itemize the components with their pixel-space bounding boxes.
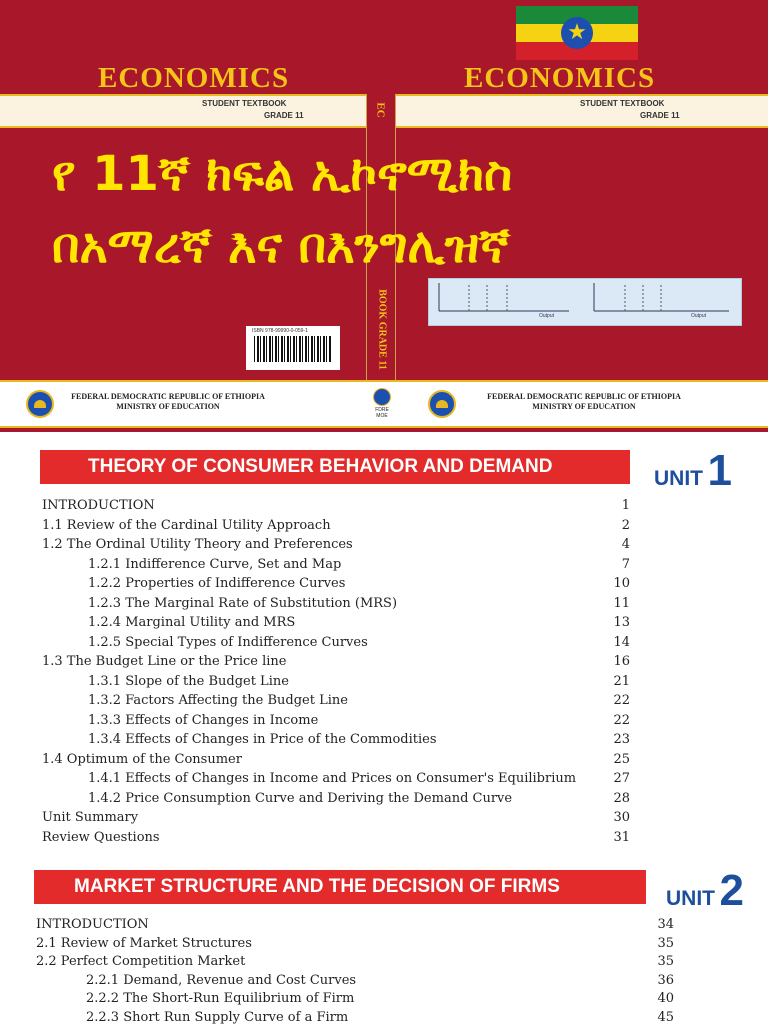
toc-entry[interactable] (42, 789, 632, 809)
toc-entry-page: 22 (613, 711, 630, 731)
toc-entry-page: 4 (622, 535, 630, 555)
spine-grade: BOOK GRADE 11 (377, 275, 388, 385)
unit-2-number: 2 (719, 866, 743, 915)
graph-axis-label-left: Output (539, 313, 554, 319)
toc-entry-title: 1.3.2 Factors Affecting the Budget Line (88, 691, 348, 711)
toc-entry-title: 1.2.2 Properties of Indifference Curves (88, 574, 345, 594)
toc-entry-title: 2.2.1 Demand, Revenue and Cost Curves (86, 972, 356, 991)
student-textbook-label-left: STUDENT TEXTBOOK (202, 99, 286, 108)
toc-entry-title: 1.4 Optimum of the Consumer (42, 750, 242, 770)
toc-entry[interactable] (42, 808, 632, 828)
toc-entry[interactable] (36, 935, 676, 954)
toc-entry-page: 27 (613, 769, 630, 789)
unit-2-label (666, 866, 744, 916)
toc-entry-page: 13 (613, 613, 630, 633)
toc-entry-title: 1.2 The Ordinal Utility Theory and Preferences (42, 535, 353, 555)
fdre-label: FDRE (370, 407, 394, 413)
toc-entry[interactable] (36, 1009, 676, 1027)
ministry-sub-right: MINISTRY OF EDUCATION (474, 402, 694, 412)
toc-entry-title: 1.4.1 Effects of Changes in Income and Prices on Consumer's Equilibrium (88, 769, 576, 789)
isbn-barcode (246, 326, 340, 370)
star-emblem-icon: ★ (561, 17, 593, 49)
toc-entry[interactable] (42, 594, 632, 614)
toc-entry[interactable] (42, 555, 632, 575)
unit-1-label (654, 446, 732, 496)
unit-2-contents (36, 916, 676, 1027)
grade-label-right: GRADE 11 (640, 111, 680, 120)
ethiopia-flag (516, 6, 638, 60)
toc-entry-page: 36 (657, 972, 674, 991)
toc-entry-page: 40 (657, 990, 674, 1009)
toc-entry-title: 2.1 Review of Market Structures (36, 935, 252, 954)
toc-entry[interactable] (42, 496, 632, 516)
toc-entry-page: 2 (622, 516, 630, 536)
toc-entry-page: 34 (657, 916, 674, 935)
unit-1-title-bar: THEORY OF CONSUMER BEHAVIOR AND DEMAND (40, 450, 630, 484)
graph-axis-label-right: Output (691, 313, 706, 319)
book-cover (0, 0, 768, 432)
ministry-name-right: FEDERAL DEMOCRATIC REPUBLIC OF ETHIOPIA (474, 392, 694, 402)
toc-entry-page: 22 (613, 691, 630, 711)
ministry-text-left (58, 392, 278, 412)
student-textbook-label-right: STUDENT TEXTBOOK (580, 99, 664, 108)
toc-entry-title: 1.1 Review of the Cardinal Utility Approach (42, 516, 331, 536)
cover-title-right: ECONOMICS (464, 62, 655, 95)
toc-entry-page: 45 (657, 1009, 674, 1027)
toc-entry[interactable] (36, 972, 676, 991)
toc-entry-title: 1.3 The Budget Line or the Price line (42, 652, 287, 672)
ministry-text-right (474, 392, 694, 412)
toc-entry[interactable] (36, 953, 676, 972)
unit-1-word: UNIT (654, 467, 703, 490)
toc-entry[interactable] (42, 691, 632, 711)
moe-logo-icon-right (428, 390, 456, 418)
cover-title-left: ECONOMICS (98, 62, 289, 95)
toc-entry-page: 16 (613, 652, 630, 672)
toc-entry-title: 1.3.1 Slope of the Budget Line (88, 672, 289, 692)
toc-entry[interactable] (36, 990, 676, 1009)
moe-label: MOE (370, 413, 394, 419)
amharic-title-line-2: በአማረኛ እና በእንግሊዝኛ (52, 218, 510, 275)
toc-entry-title: INTRODUCTION (42, 496, 155, 516)
toc-entry-title: Unit Summary (42, 808, 138, 828)
toc-entry[interactable] (42, 711, 632, 731)
toc-entry-page: 23 (613, 730, 630, 750)
toc-entry-title: 1.2.1 Indifference Curve, Set and Map (88, 555, 341, 575)
toc-entry-title: 2.2 Perfect Competition Market (36, 953, 245, 972)
toc-entry[interactable] (42, 750, 632, 770)
toc-entry-page: 30 (613, 808, 630, 828)
toc-entry-page: 28 (613, 789, 630, 809)
toc-entry[interactable] (42, 652, 632, 672)
toc-entry-title: 1.4.2 Price Consumption Curve and Deriving the Demand Curve (88, 789, 512, 809)
amharic-title-line-1: የ 11ኛ ክፍል ኢኮኖሚክስ (52, 146, 512, 203)
toc-entry-page: 35 (657, 935, 674, 954)
ministry-sub-left: MINISTRY OF EDUCATION (58, 402, 278, 412)
moe-logo-icon (26, 390, 54, 418)
toc-entry[interactable] (36, 916, 676, 935)
toc-entry-title: INTRODUCTION (36, 916, 149, 935)
toc-entry[interactable] (42, 535, 632, 555)
toc-entry[interactable] (42, 672, 632, 692)
toc-entry[interactable] (42, 730, 632, 750)
toc-entry-title: 1.2.5 Special Types of Indifference Curves (88, 633, 368, 653)
toc-entry-title: 2.2.3 Short Run Supply Curve of a Firm (86, 1009, 348, 1027)
barcode-icon (254, 336, 332, 362)
toc-entry-page: 35 (657, 953, 674, 972)
toc-entry[interactable] (42, 516, 632, 536)
spine-title: EC (375, 102, 387, 117)
toc-entry-page: 25 (613, 750, 630, 770)
toc-entry[interactable] (42, 574, 632, 594)
toc-entry-title: 1.3.4 Effects of Changes in Price of the Commodities (88, 730, 437, 750)
toc-entry-page: 1 (622, 496, 630, 516)
toc-entry[interactable] (42, 769, 632, 789)
toc-entry-page: 21 (613, 672, 630, 692)
toc-entry-title: 1.2.3 The Marginal Rate of Substitution (MRS) (88, 594, 397, 614)
unit-1-number: 1 (707, 446, 731, 495)
toc-entry-page: 11 (613, 594, 630, 614)
toc-entry-title: Review Questions (42, 828, 160, 848)
toc-entry-page: 7 (622, 555, 630, 575)
toc-entry-page: 10 (613, 574, 630, 594)
ministry-name-left: FEDERAL DEMOCRATIC REPUBLIC OF ETHIOPIA (58, 392, 278, 402)
unit-1-contents (42, 496, 632, 847)
toc-entry-page: 14 (613, 633, 630, 653)
toc-entry[interactable] (42, 633, 632, 653)
toc-entry-page: 31 (613, 828, 630, 848)
isbn-number: ISBN 978-99990-0-059-1 (252, 328, 308, 334)
toc-entry[interactable] (42, 828, 632, 848)
toc-entry-title: 1.2.4 Marginal Utility and MRS (88, 613, 295, 633)
unit-2-title-bar: MARKET STRUCTURE AND THE DECISION OF FIRMS (34, 870, 646, 904)
fdre-logo-icon (373, 388, 391, 406)
ministry-band (0, 380, 768, 428)
cover-graph (428, 278, 742, 326)
toc-entry-title: 2.2.2 The Short-Run Equilibrium of Firm (86, 990, 354, 1009)
unit-2-word: UNIT (666, 887, 715, 910)
fdre-moe-badge (370, 388, 394, 419)
toc-entry[interactable] (42, 613, 632, 633)
grade-label-left: GRADE 11 (264, 111, 304, 120)
toc-entry-title: 1.3.3 Effects of Changes in Income (88, 711, 318, 731)
